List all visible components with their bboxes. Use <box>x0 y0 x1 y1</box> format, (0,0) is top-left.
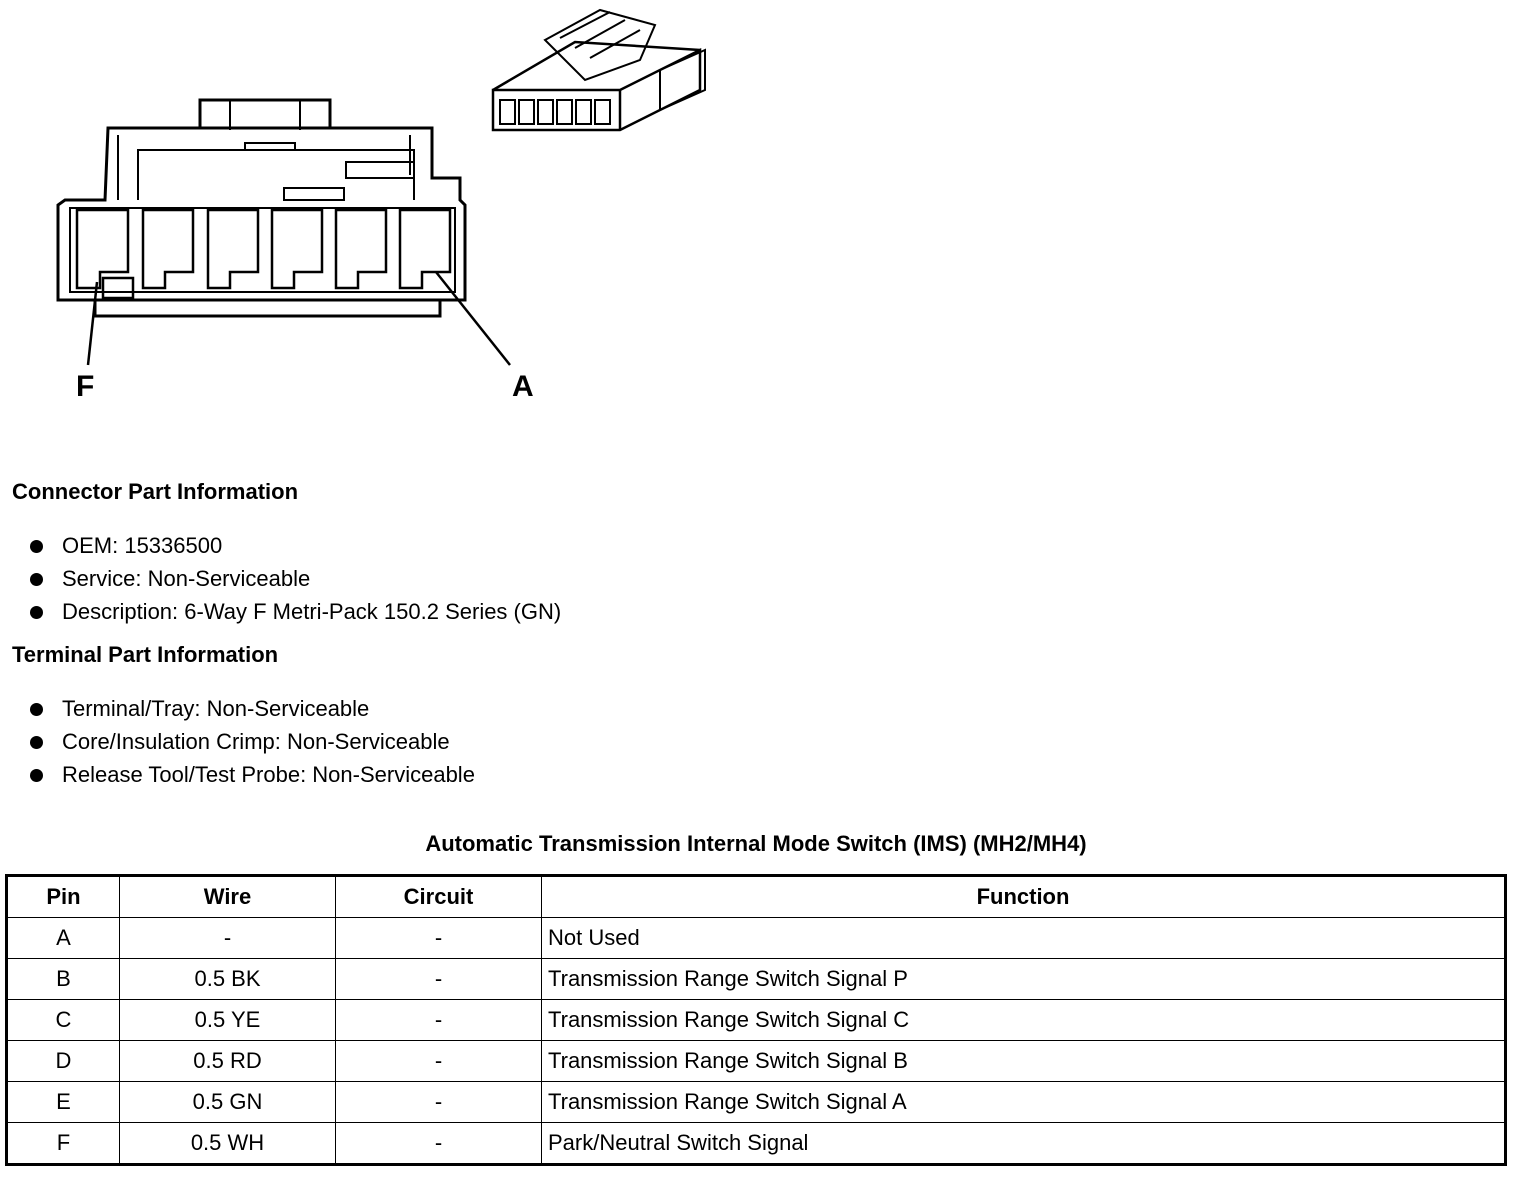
connector-face-drawing <box>58 100 510 365</box>
pin-label-a: A <box>512 370 534 403</box>
table-row <box>7 1041 1506 1082</box>
cell-circuit: - <box>336 959 542 1000</box>
header-pin: Pin <box>7 876 120 918</box>
pin-table <box>5 874 1507 1166</box>
terminal-info-title: Terminal Part Information <box>12 642 279 667</box>
list-item-text: Terminal/Tray: Non-Serviceable <box>62 696 370 721</box>
header-circuit: Circuit <box>336 876 542 918</box>
connector-3d-icon <box>493 10 705 130</box>
table-row <box>7 1000 1506 1041</box>
list-item-text: Service: Non-Serviceable <box>62 566 311 591</box>
cell-function: Transmission Range Switch Signal P <box>542 959 1506 1000</box>
list-item <box>0 595 561 628</box>
cell-wire: - <box>120 918 336 959</box>
bullet-icon <box>30 606 43 619</box>
cell-wire: 0.5 RD <box>120 1041 336 1082</box>
list-item-text: Description: 6-Way F Metri-Pack 150.2 Series (GN) <box>62 599 562 624</box>
cell-pin: F <box>7 1123 120 1165</box>
cell-circuit: - <box>336 1041 542 1082</box>
list-item <box>0 725 475 758</box>
list-item <box>0 529 561 562</box>
cell-circuit: - <box>336 1082 542 1123</box>
cell-pin: C <box>7 1000 120 1041</box>
table-row <box>7 1123 1506 1165</box>
cell-pin: E <box>7 1082 120 1123</box>
bullet-icon <box>30 769 43 782</box>
cell-function: Not Used <box>542 918 1506 959</box>
cell-function: Transmission Range Switch Signal B <box>542 1041 1506 1082</box>
bullet-icon <box>30 703 43 716</box>
list-item <box>0 692 475 725</box>
header-wire: Wire <box>120 876 336 918</box>
connector-diagram <box>0 0 760 420</box>
pin-label-f: F <box>76 370 95 403</box>
terminal-info-list <box>0 692 475 791</box>
table-row <box>7 918 1506 959</box>
cell-circuit: - <box>336 1000 542 1041</box>
cell-pin: A <box>7 918 120 959</box>
list-item-text: Core/Insulation Crimp: Non-Serviceable <box>62 729 450 754</box>
table-header-row <box>7 876 1506 918</box>
bullet-icon <box>30 736 43 749</box>
connector-info-title: Connector Part Information <box>12 479 299 504</box>
list-item <box>0 758 475 791</box>
list-item <box>0 562 561 595</box>
bullet-icon <box>30 573 43 586</box>
cell-wire: 0.5 WH <box>120 1123 336 1165</box>
cell-pin: D <box>7 1041 120 1082</box>
pin-table-title: Automatic Transmission Internal Mode Switch (IMS) (MH2/MH4) <box>425 831 1087 856</box>
table-row <box>7 959 1506 1000</box>
table-row <box>7 1082 1506 1123</box>
cell-pin: B <box>7 959 120 1000</box>
cell-wire: 0.5 BK <box>120 959 336 1000</box>
list-item-text: Release Tool/Test Probe: Non-Serviceable <box>62 762 475 787</box>
header-function: Function <box>542 876 1506 918</box>
list-item-text: OEM: 15336500 <box>62 533 223 558</box>
cell-circuit: - <box>336 918 542 959</box>
cell-function: Transmission Range Switch Signal C <box>542 1000 1506 1041</box>
bullet-icon <box>30 540 43 553</box>
connector-info-list <box>0 529 561 628</box>
cell-wire: 0.5 YE <box>120 1000 336 1041</box>
cell-wire: 0.5 GN <box>120 1082 336 1123</box>
cell-function: Park/Neutral Switch Signal <box>542 1123 1506 1165</box>
cell-circuit: - <box>336 1123 542 1165</box>
cell-function: Transmission Range Switch Signal A <box>542 1082 1506 1123</box>
